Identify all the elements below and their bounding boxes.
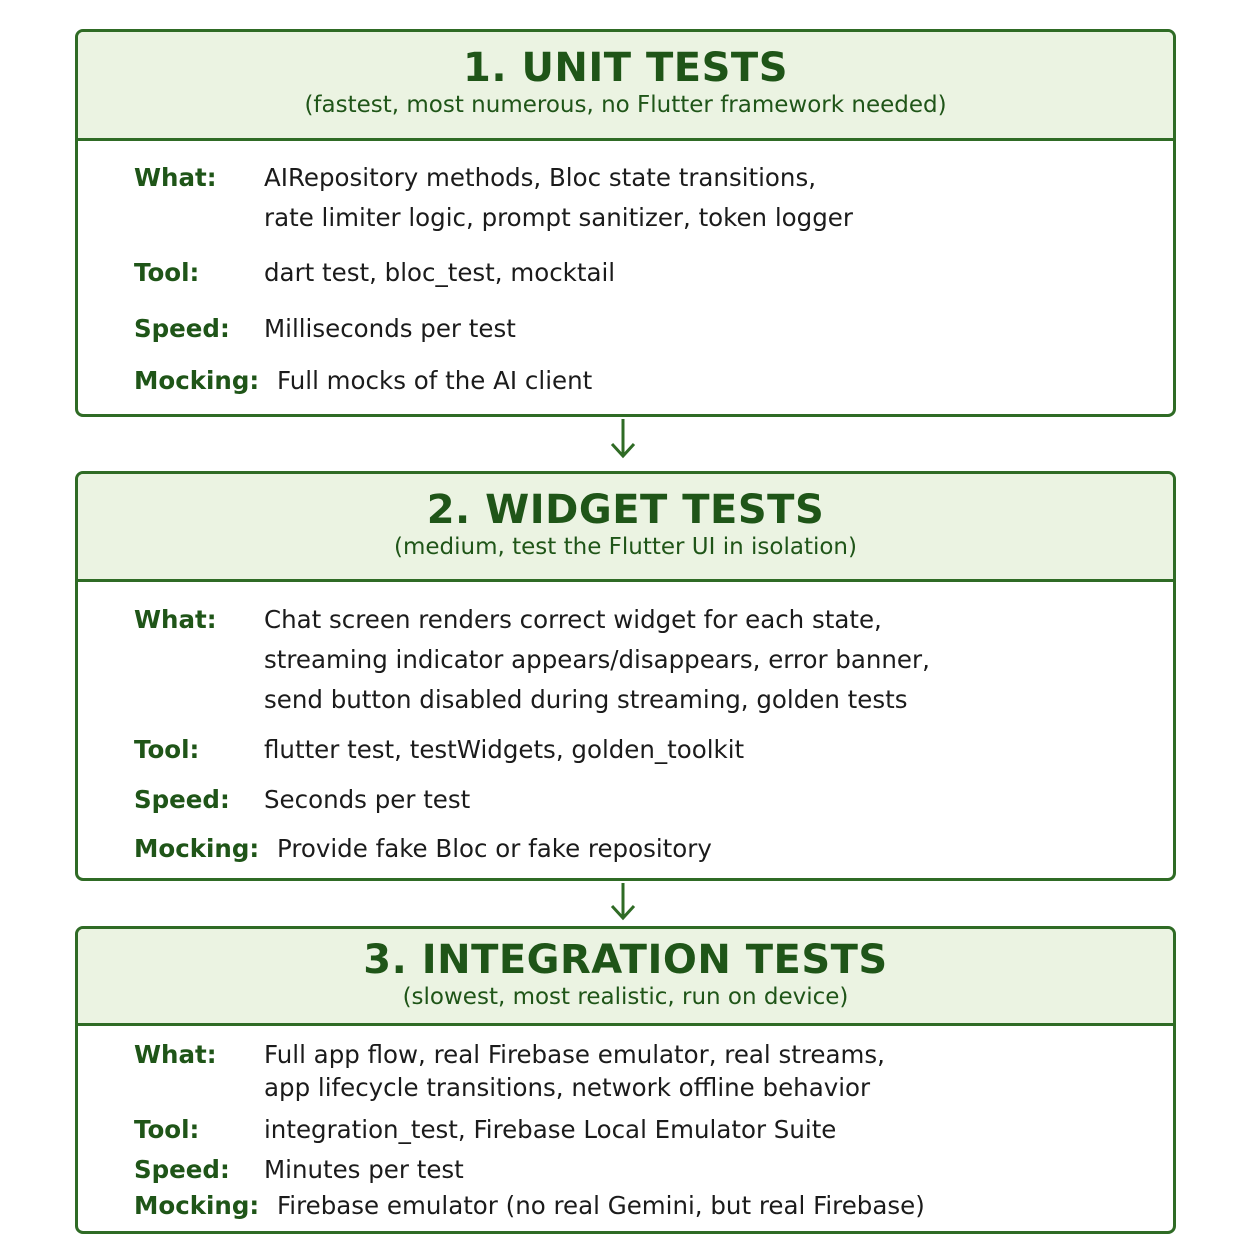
tool-label: Tool:	[134, 735, 200, 764]
speed-value: Seconds per test	[264, 785, 471, 814]
speed-label: Speed:	[134, 314, 230, 343]
what-label: What:	[134, 605, 217, 634]
tool-label: Tool:	[134, 258, 200, 287]
tool-value: integration_test, Firebase Local Emulator Suite	[264, 1115, 837, 1144]
tool-label: Tool:	[134, 1115, 200, 1144]
mocking-label: Mocking:	[134, 834, 260, 863]
what-line: Chat screen renders correct widget for each state,	[264, 605, 882, 634]
what-line: Full app flow, real Firebase emulator, real streams,	[264, 1040, 885, 1069]
mocking-value: Firebase emulator (no real Gemini, but real Firebase)	[277, 1191, 925, 1220]
what-line: streaming indicator appears/disappears, error banner,	[264, 645, 930, 674]
panel-header	[78, 929, 1173, 1026]
down-arrow-icon	[608, 881, 638, 921]
speed-label: Speed:	[134, 1155, 230, 1184]
panel-title: 1. UNIT TESTS	[462, 45, 788, 91]
what-line: send button disabled during streaming, golden tests	[264, 685, 908, 714]
speed-value: Minutes per test	[264, 1155, 464, 1184]
panel-subtitle: (slowest, most realistic, run on device)	[402, 984, 849, 1010]
what-line: app lifecycle transitions, network offline behavior	[264, 1073, 871, 1102]
panel-title: 3. INTEGRATION TESTS	[363, 937, 888, 983]
speed-label: Speed:	[134, 785, 230, 814]
mocking-label: Mocking:	[134, 366, 260, 395]
what-value	[264, 600, 1153, 720]
what-line: rate limiter logic, prompt sanitizer, token logger	[264, 203, 853, 232]
panel-title: 2. WIDGET TESTS	[426, 487, 825, 533]
what-label: What:	[134, 1040, 217, 1069]
mocking-value: Provide fake Bloc or fake repository	[277, 834, 712, 863]
mocking-label: Mocking:	[134, 1191, 260, 1220]
panel-header	[78, 474, 1173, 582]
what-value	[264, 1038, 1153, 1104]
what-line: AIRepository methods, Bloc state transitions,	[264, 163, 816, 192]
panel-subtitle: (fastest, most numerous, no Flutter framework needed)	[304, 92, 947, 118]
panel-subtitle: (medium, test the Flutter UI in isolation)	[394, 534, 857, 560]
what-value	[264, 158, 1153, 238]
speed-value: Milliseconds per test	[264, 314, 516, 343]
tool-value: dart test, bloc_test, mocktail	[264, 258, 616, 287]
what-label: What:	[134, 163, 217, 192]
tool-value: flutter test, testWidgets, golden_toolkit	[264, 735, 745, 764]
unit-tests-panel	[75, 29, 1176, 417]
down-arrow-icon	[608, 417, 638, 459]
mocking-value: Full mocks of the AI client	[277, 366, 593, 395]
panel-header	[78, 32, 1173, 141]
widget-tests-panel	[75, 471, 1176, 881]
integration-tests-panel	[75, 926, 1176, 1234]
